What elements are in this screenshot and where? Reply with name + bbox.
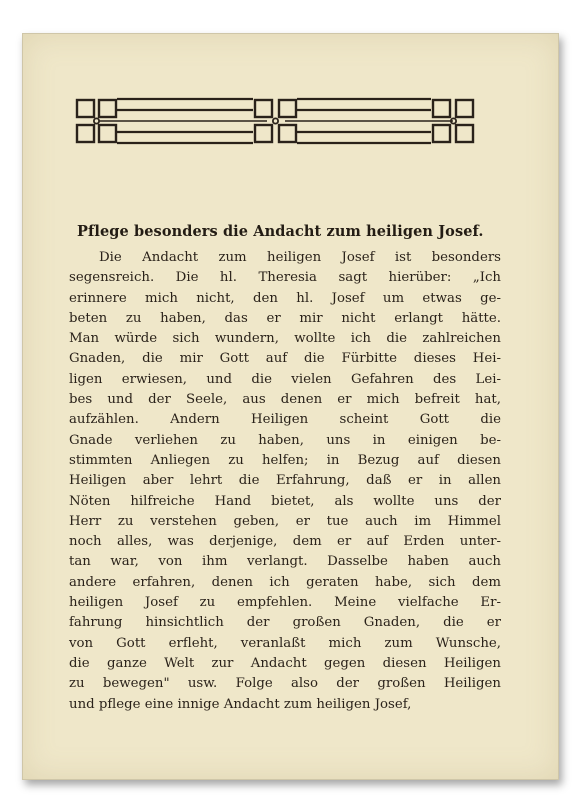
text-line: segensreich. Die hl. Theresia sagt hierüber: „Ich bbox=[69, 270, 501, 286]
text-line: stimmten Anliegen zu helfen; in Bezug auf diesen bbox=[69, 452, 501, 468]
text-line: Heiligen aber lehrt die Erfahrung, daß er in allen bbox=[69, 473, 501, 489]
text-line: andere erfahren, denen ich geraten habe, sich dem bbox=[69, 574, 501, 590]
text-line: Gnaden, die mir Gott auf die Fürbitte dieses Hei- bbox=[69, 351, 501, 367]
booklet-page bbox=[22, 33, 559, 780]
text-line: bes und der Seele, aus denen er mich befreit hat, bbox=[69, 392, 501, 408]
text-line: die ganze Welt zur Andacht gegen diesen Heiligen bbox=[69, 655, 501, 671]
text-line: Die Andacht zum heiligen Josef ist besonders bbox=[99, 250, 501, 265]
text-line: fahrung hinsichtlich der großen Gnaden, die er bbox=[69, 615, 501, 631]
text-line: beten zu haben, das er mir nicht erlangt hätte. bbox=[69, 310, 501, 326]
text-line: von Gott erfleht, veranlaßt mich zum Wunsche, bbox=[69, 635, 501, 651]
art-deco-border-ornament-icon bbox=[75, 96, 477, 146]
body-paragraph bbox=[69, 248, 501, 715]
text-line: heiligen Josef zu empfehlen. Meine vielfache Er- bbox=[69, 595, 501, 611]
section-heading: Pflege besonders die Andacht zum heiligen Josef. bbox=[77, 223, 484, 240]
text-line: tan war, von ihm verlangt. Dasselbe haben auch bbox=[69, 554, 501, 570]
text-line: Herr zu verstehen geben, er tue auch im Himmel bbox=[69, 513, 501, 529]
text-line: Gnade verliehen zu haben, uns in einigen be- bbox=[69, 432, 501, 448]
text-line: aufzählen. Andern Heiligen scheint Gott die bbox=[69, 412, 501, 428]
text-line: ligen erwiesen, und die vielen Gefahren des Lei- bbox=[69, 371, 501, 387]
text-line: Man würde sich wundern, wollte ich die zahlreichen bbox=[69, 331, 501, 347]
text-line: Nöten hilfreiche Hand bietet, als wollte uns der bbox=[69, 493, 501, 509]
text-line: zu bewegen" usw. Folge also der großen Heiligen bbox=[69, 676, 501, 692]
text-line: und pflege eine innige Andacht zum heiligen Josef, bbox=[69, 696, 412, 712]
text-line: erinnere mich nicht, den hl. Josef um etwas ge- bbox=[69, 290, 501, 306]
text-line: noch alles, was derjenige, dem er auf Erden unter- bbox=[69, 534, 501, 550]
